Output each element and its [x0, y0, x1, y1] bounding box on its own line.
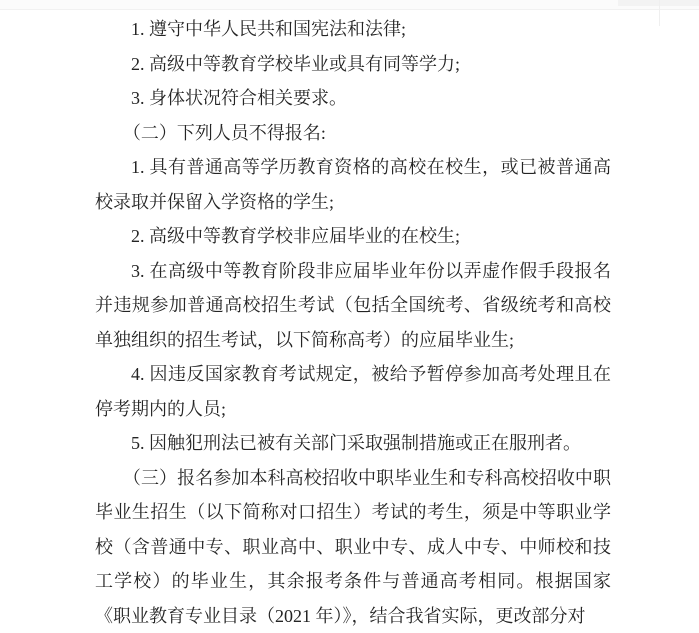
eligibility-item-2: 2. 高级中等教育学校毕业或具有同等学力;: [95, 47, 611, 82]
ineligible-item-4: 4. 因违反国家教育考试规定，被给予暂停参加高考处理且在停考期内的人员;: [95, 357, 611, 426]
document-body: [95, 12, 611, 633]
ineligible-item-5: 5. 因触犯刑法已被有关部门采取强制措施或正在服刑者。: [95, 426, 611, 461]
ineligible-item-1: 1. 具有普通高等学历教育资格的高校在校生，或已被普通高校录取并保留入学资格的学生;: [95, 150, 611, 219]
section-heading-2: （二）下列人员不得报名:: [95, 116, 611, 151]
scan-artifact-vertical-line: [659, 0, 660, 26]
ineligible-item-3: 3. 在高级中等教育阶段非应届毕业年份以弄虚作假手段报名并违规参加普通高校招生考试（包括全国统考、省级统考和高校单独组织的招生考试，以下简称高考）的应届毕业生;: [95, 254, 611, 358]
ineligible-item-2: 2. 高级中等教育学校非应届毕业的在校生;: [95, 219, 611, 254]
scan-artifact-top-band: [0, 0, 699, 10]
eligibility-item-3: 3. 身体状况符合相关要求。: [95, 81, 611, 116]
eligibility-item-1: 1. 遵守中华人民共和国宪法和法律;: [95, 12, 611, 47]
section-3-paragraph: （三）报名参加本科高校招收中职毕业生和专科高校招收中职毕业生招生（以下简称对口招生）考试的考生，须是中等职业学校（含普通中专、职业高中、职业中专、成人中专、中师校和技工学校）的毕业生，其余报考条件与普通高考相同。根据国家《职业教育专业目录（2021 年）》，结合我省实际，更改部分对: [95, 461, 611, 633]
